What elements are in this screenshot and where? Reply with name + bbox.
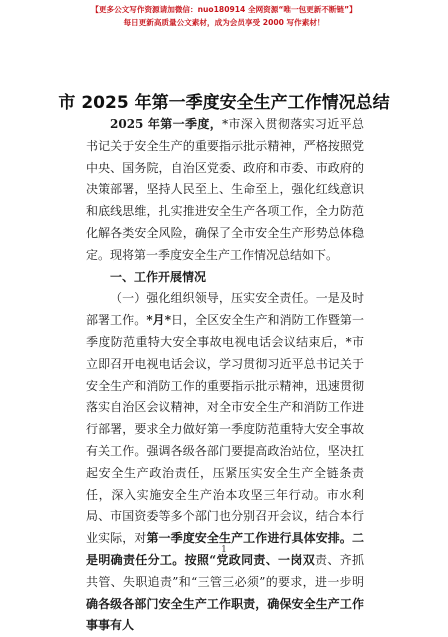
paragraph-1 [86,288,364,637]
intro-paragraph [86,114,364,267]
paragraph-1-bold-2: 确各级各部门安全生产工作职责，确保安全生产工作事事有人 [86,596,364,633]
paragraph-1-bold-1: 第一季度安全生产工作进行具体安排。二是明确责任分工。按照“党政同责、一岗双 [86,531,364,567]
paragraph-1-lead: （一）强化组织领导，压实安全责任。一是及时部署工作。 [86,291,364,328]
document-body [86,114,364,637]
intro-lead: 2025 年第一季度， [110,117,223,131]
paragraph-1-part-1: 日，全区安全生产和消防工作暨第一季度防范重特大安全事故电视电话会议结束后，*市立即召开电视电话会议，学习贯彻习近平总书记关于安全生产和消防工作的重要指示批示精神，迅速贯彻落实自治区会议精神，对全市安全生产和消防工作进行部署，要求全力做好第一季度防范重特大安全事故有关工作。强调各级各部门要提高政治站位，坚决扛起安全生产政治责任，压紧压实安全生产全链条责任，深入实施安全生产治本攻坚三年行动。市水利局、市国资委等多个部门也分别召开会议，结合本行业实际，对 [86,313,364,546]
promo-banner-line-1: 【更多公文写作资源请加微信：nuo180914 全网资源“唯一包更新不断链”】 [91,5,357,14]
section-heading-1: 一、工作开展情况 [110,269,207,284]
promo-banner-line-2: 每日更新高质量公文素材，成为会员享受 2000 写作素材！ [123,18,325,27]
promo-banner [0,3,448,29]
intro-body: *市深入贯彻落实习近平总书记关于安全生产的重要指示批示精神，严格按照党中央、国务院，自治区党委、政府和市委、市政府的决策部署，坚持人民至上、生命至上，强化红线意识和底线思维，扎实推进安全生产各项工作，全力防范化解各类安全风险，确保了全市安全生产形势总体稳定。现将第一季度安全生产工作情况总结如下。 [86,117,364,262]
paragraph-1-part-2: 责、齐抓共管、失职追责”和“三管三必须”的要求，进一步明 [86,552,364,589]
document-title: 市 2025 年第一季度安全生产工作情况总结 [58,93,390,113]
paragraph-1-date: *月* [146,313,171,328]
page-number: 1 [221,545,227,555]
